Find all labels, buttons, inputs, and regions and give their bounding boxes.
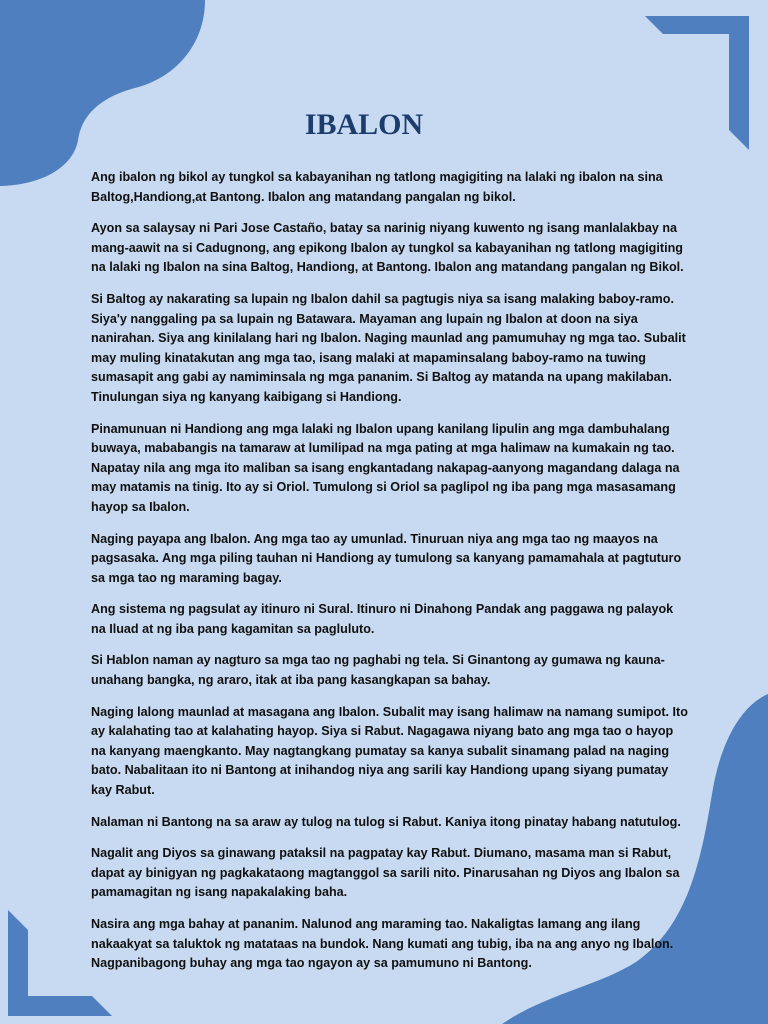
document-title: IBALON bbox=[304, 108, 424, 141]
paragraph-10: Nagalit ang Diyos sa ginawang pataksil na pagpatay kay Rabut. Diumano, masama man si Rabut, dapat ay binigyan ng pagkakataong magtanggol sa sarili nito. Pinarusahan ng Diyos ang Ibalon sa pamamagitan ng isang napakalaking baha. bbox=[91, 846, 680, 900]
top-left-blob-decoration bbox=[0, 0, 210, 190]
paragraph-3: Si Baltog ay nakarating sa lupain ng Ibalon dahil sa pagtugis niya sa isang malaking baboy-ramo. Siya'y nanggaling pa sa lupain ng Batawara. Mayaman ang lupain ng Ibalon at doon na siya nanirahan. Siya ang kinilalang hari ng Ibalon. Naging maunlad ang pamumuhay ng mga tao. Subalit may muling kinatakutan ang mga tao, isang malaki at mapaminsalang baboy-ramo na tuwing sumasapit ang gabi ay namiminsala ng mga pananim. Si Baltog ay matanda na upang makilaban. Tinulungan siya ng kanyang kaibigang si Handiong. bbox=[91, 291, 686, 404]
paragraph-5: Naging payapa ang Ibalon. Ang mga tao ay umunlad. Tinuruan niya ang mga tao ng maayos na pagsasaka. Ang mga piling tauhan ni Handiong ay tumulong sa kanyang pamamahala at pagtuturo sa mga tao ng maraming bagay. bbox=[91, 531, 682, 585]
paragraph-11: Nasira ang mga bahay at pananim. Nalunod ang maraming tao. Nakaligtas lamang ang ilang nakaakyat sa taluktok ng matataas na bundok. Nang kumati ang tubig, iba na ang anyo ng Ibalon. Nagpanibagong buhay ang mga tao ngayon ay sa pamumuno ni Bantong. bbox=[91, 917, 674, 971]
paragraph-9: Nalaman ni Bantong na sa araw ay tulog na tulog si Rabut. Kaniya itong pinatay habang natutulog. bbox=[91, 814, 681, 829]
document-body bbox=[91, 168, 691, 986]
paragraph-7: Si Hablon naman ay nagturo sa mga tao ng paghabi ng tela. Si Ginantong ay gumawa ng kauna-unahang bangka, ng araro, itak at iba pang kasangkapan sa bahay. bbox=[91, 653, 665, 688]
paragraph-4: Pinamunuan ni Handiong ang mga lalaki ng Ibalon upang kanilang lipulin ang mga dambuhalang buwaya, mababangis na tamaraw at lumilipad na mga pating at mga halimaw na kumakain ng tao. Napatay nila ang mga ito maliban sa isang engkantadang nakapag-aanyong magandang dalaga na may matamis na tinig. Ito ay si Oriol. Tumulong si Oriol sa paglipol ng iba pang mga masasamang hayop sa Ibalon. bbox=[91, 421, 680, 514]
paragraph-6: Ang sistema ng pagsulat ay itinuro ni Sural. Itinuro ni Dinahong Pandak ang paggawa ng palayok na Iluad at ng iba pang kagamitan sa pagluluto. bbox=[91, 602, 674, 636]
paragraph-8: Naging lalong maunlad at masagana ang Ibalon. Subalit may isang halimaw na namang sumipot. Ito ay kalahating tao at kalahating hayop. Siya si Rabut. Nagagawa niyang bato ang mga tao o hayop na kanyang maengkanto. May nagtangkang pumatay sa kanya subalit sinamang palad na naging bato. Nabalitaan ito ni Bantong at inihandog niya ang sarili kay Handiong upang siyang pumatay kay Rabut. bbox=[91, 704, 688, 798]
paragraph-2: Ayon sa salaysay ni Pari Jose Castaño, batay sa narinig niyang kuwento ng isang manlalakbay na mang-aawit na si Cadugnong, ang epikong Ibalon ay tungkol sa kabayanihan ng tatlong magigiting na lalaki ng Ibalon na sina Baltog, Handiong, at Bantong. Ibalon ang matandang pangalan ng Bikol. bbox=[91, 221, 684, 275]
paragraph-1: Ang ibalon ng bikol ay tungkol sa kabayanihan ng tatlong magigiting na lalaki ng ibalon na sina Baltog,Handiong,at Bantong. Ibalon ang matandang pangalan ng bikol. bbox=[91, 170, 663, 204]
